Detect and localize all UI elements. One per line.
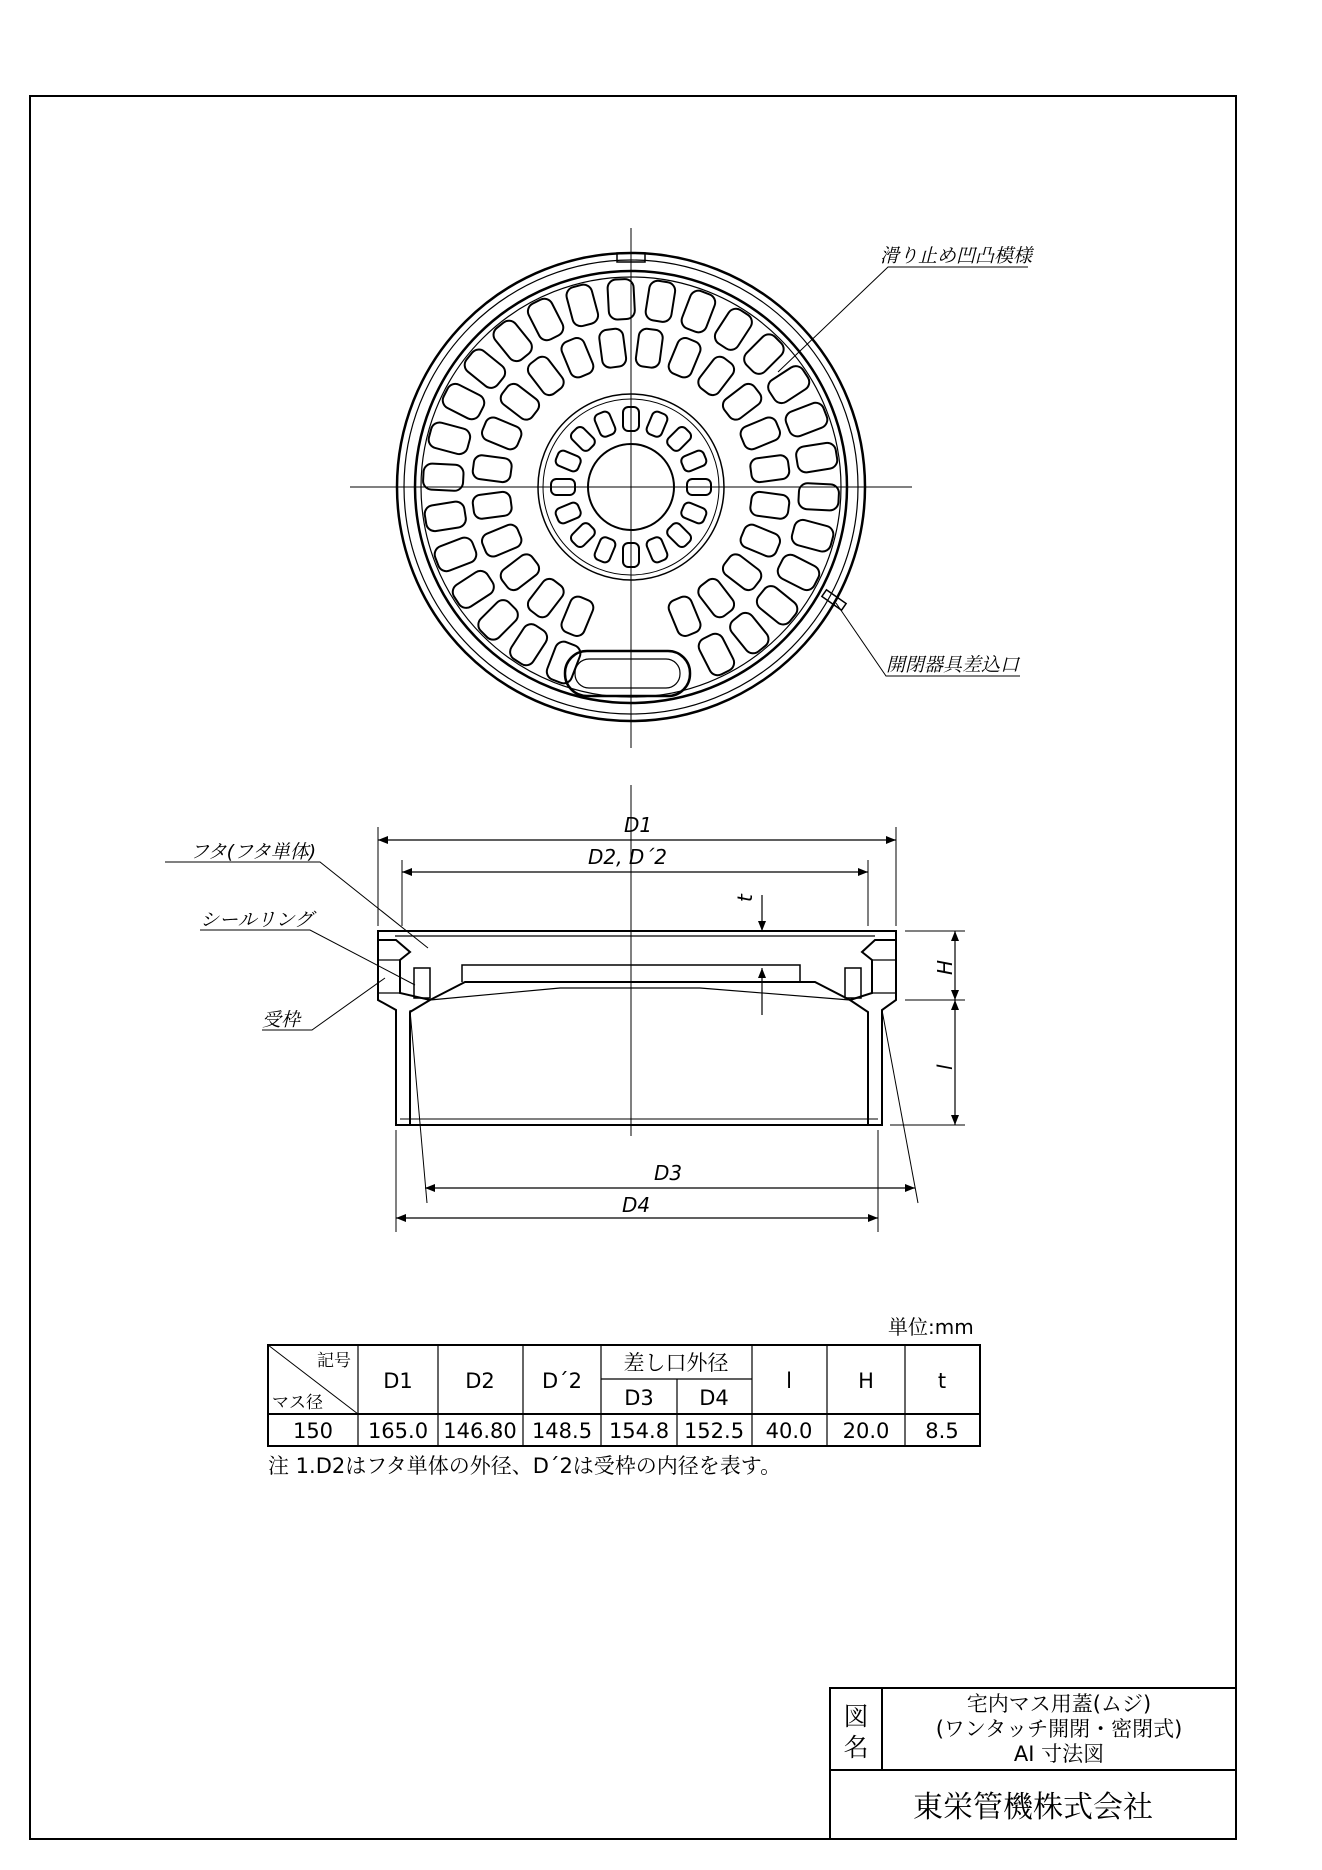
table-col-l: l: [786, 1369, 792, 1393]
antislip-cell: [559, 594, 596, 638]
label-lid: フタ(フタ単体): [190, 841, 317, 863]
company-name: 東栄管機株式会社: [913, 1790, 1153, 1825]
seal-ring-left: [414, 968, 430, 998]
antislip-cell: [645, 536, 669, 564]
antislip-cell: [559, 336, 596, 380]
antislip-cell: [749, 454, 790, 483]
table-cell-D3: 154.8: [608, 1419, 670, 1443]
antislip-cell: [644, 280, 676, 324]
antislip-cell: [525, 354, 567, 399]
frame-right-step: [872, 960, 896, 993]
leader-antislip: [778, 267, 1028, 372]
table-cell-Dp2: 148.5: [531, 1419, 593, 1443]
antislip-cell: [720, 381, 765, 423]
table-cell-D4: 152.5: [683, 1419, 745, 1443]
drawing-title-1: 宅内マス用蓋(ムジ): [966, 1692, 1152, 1716]
antislip-cell: [427, 421, 472, 456]
dim-label-D4: D4: [622, 1193, 651, 1217]
table-cell-D2: 146.80: [443, 1419, 517, 1443]
antislip-cell: [569, 521, 597, 549]
antislip-cell: [680, 449, 708, 473]
title-zumei-1: 図: [843, 1702, 869, 1731]
title-zumei-2: 名: [843, 1733, 869, 1762]
antislip-cell: [490, 317, 535, 364]
antislip-cell: [795, 442, 839, 474]
antislip-cell: [432, 535, 479, 574]
antislip-cell: [720, 551, 765, 593]
side-slot: [822, 590, 846, 610]
lid-dish-bottom: [430, 988, 850, 1000]
antislip-cell: [569, 425, 597, 453]
dim-label-l: l: [933, 1064, 957, 1070]
dim-label-H: H: [933, 959, 957, 975]
leader-seal: [200, 930, 415, 985]
antislip-cell: [679, 288, 718, 335]
antislip-cell: [727, 609, 772, 656]
label-antislip-pattern: 滑り止め凹凸模様: [880, 245, 1033, 267]
antislip-cell: [554, 449, 582, 473]
antislip-cell: [749, 491, 790, 520]
seal-ring-right: [845, 968, 861, 998]
antislip-cell: [738, 415, 782, 452]
antislip-cell: [665, 521, 693, 549]
table-col-D2: D2: [465, 1369, 495, 1393]
table-col-D3: D3: [624, 1386, 654, 1410]
frame-left-step: [378, 960, 400, 993]
antislip-cell: [790, 518, 835, 553]
antislip-cell: [554, 501, 582, 525]
label-tool-slot: 開閉器具差込口: [886, 654, 1020, 676]
ext-D3-right: [882, 1010, 918, 1203]
antislip-cell: [753, 583, 800, 628]
label-frame: 受枠: [262, 1009, 301, 1031]
antislip-cell: [665, 425, 693, 453]
antislip-cell: [593, 536, 617, 564]
antislip-cell: [635, 328, 664, 369]
antislip-cell: [498, 551, 543, 593]
antislip-cell: [695, 576, 737, 621]
unit-label: 単位:mm: [888, 1315, 974, 1339]
table-cell-l: 40.0: [765, 1419, 813, 1443]
drawing-title-3: AI 寸法図: [1013, 1742, 1105, 1766]
table-col-Dp2: D´2: [541, 1369, 583, 1393]
table-col-D1: D1: [383, 1369, 413, 1393]
leader-lid: [165, 862, 428, 948]
label-seal-ring: シールリング: [200, 909, 314, 931]
table-cell-t: 8.5: [925, 1419, 959, 1443]
table-header-size: マス径: [272, 1393, 323, 1413]
antislip-cell: [480, 415, 524, 452]
antislip-cell: [472, 491, 513, 520]
footnote: 注 1.D2はフタ単体の外径、D´2は受枠の内径を表す。: [268, 1454, 782, 1478]
drawing-title-2: (ワンタッチ開閉・密閉式): [935, 1717, 1183, 1741]
antislip-cell: [461, 346, 508, 391]
sheet-border: [30, 96, 1236, 1839]
table-col-group: 差し口外径: [623, 1351, 729, 1375]
table-cell-H: 20.0: [842, 1419, 890, 1443]
antislip-cell: [525, 576, 567, 621]
dim-label-D3: D3: [654, 1161, 683, 1185]
dim-label-t: t: [733, 894, 757, 902]
table-col-D4: D4: [699, 1386, 729, 1410]
antislip-cell: [666, 594, 703, 638]
antislip-cell: [593, 410, 617, 438]
antislip-cell: [565, 283, 600, 328]
antislip-cell: [544, 639, 583, 686]
antislip-cell: [498, 381, 543, 423]
ext-D3-left: [410, 1010, 427, 1203]
antislip-cell: [475, 597, 522, 644]
table-cell-D1: 165.0: [367, 1419, 429, 1443]
table-col-H: H: [858, 1369, 874, 1393]
antislip-cell: [783, 400, 830, 439]
antislip-cell: [666, 336, 703, 380]
antislip-cell: [680, 501, 708, 525]
dim-label-D2: D2, D´2: [588, 845, 667, 869]
antislip-cell: [738, 522, 782, 559]
dim-label-D1: D1: [624, 813, 653, 837]
antislip-cell: [424, 500, 468, 532]
table-header-symbol: 記号: [317, 1351, 351, 1371]
antislip-cell: [598, 328, 627, 369]
handle-slot-inner: [575, 659, 680, 688]
table-col-t: t: [937, 1369, 947, 1393]
table-cell-size: 150: [292, 1419, 334, 1443]
antislip-cell: [695, 354, 737, 399]
handle-slot: [565, 651, 690, 696]
antislip-cell: [480, 522, 524, 559]
antislip-cell: [645, 410, 669, 438]
antislip-cell: [472, 454, 513, 483]
